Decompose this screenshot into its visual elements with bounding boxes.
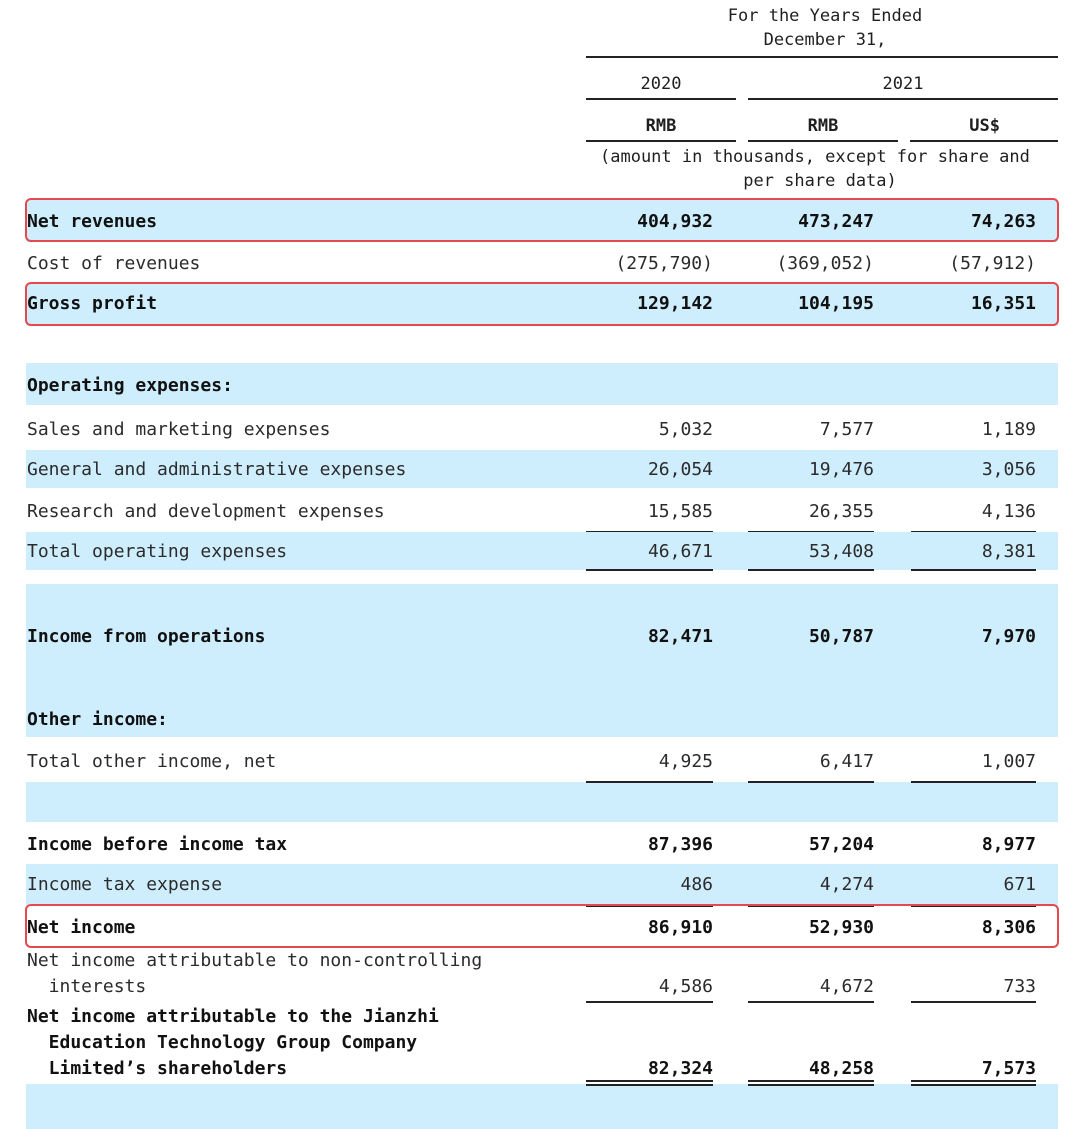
row-label: Sales and marketing expenses [27,419,331,440]
total-double-underline [911,1080,1036,1086]
row-label: Net income [27,917,136,938]
value-2021-usd: 16,351 [970,293,1036,314]
row-income-tax-expense [26,864,1058,906]
subtotal-underline [911,781,1036,783]
value-2021-rmb: 19,476 [808,459,874,480]
value-2021-usd: 7,573 [981,1058,1036,1079]
subtotal-underline [586,781,713,783]
value-2021-rmb: 53,408 [808,541,874,562]
value-2021-rmb: 104,195 [798,293,874,314]
row-other-income-heading [26,697,1058,737]
row-income-before-tax [26,822,1058,864]
subtotal-underline [748,1001,874,1003]
value-2021-rmb: 6,417 [819,751,874,772]
subtotal-underline [586,569,713,571]
value-2021-rmb: 48,258 [808,1058,874,1079]
subtotal-underline [748,781,874,783]
currency-rmb-2021: RMB [807,116,839,136]
shaded-band-4 [26,1084,1058,1129]
value-2021-usd: (57,912) [949,253,1036,274]
subtotal-underline [911,569,1036,571]
currency-usd-2021: US$ [969,116,1000,136]
value-2021-rmb: 52,930 [808,917,874,938]
value-2020-rmb: 87,396 [647,834,713,855]
row-net-income-nci [26,948,1058,1002]
row-general-admin [26,450,1058,488]
value-2021-usd: 8,306 [981,917,1036,938]
row-label: General and administrative expenses [27,459,407,480]
value-2021-usd: 1,007 [981,751,1036,772]
value-2021-rmb: 26,355 [808,501,874,522]
row-label: Total other income, net [27,751,277,772]
value-2021-usd: 1,189 [981,419,1036,440]
row-label: Income before income tax [27,834,288,855]
value-2020-rmb: 4,925 [658,751,713,772]
value-2021-rmb: 4,274 [819,874,874,895]
value-2020-rmb: 404,932 [637,211,713,232]
row-label: Income tax expense [27,874,223,895]
row-label: Income from operations [27,626,266,647]
gross-profit-highlight [25,282,1059,326]
value-2020-rmb: 26,054 [647,459,713,480]
value-2020-rmb: 129,142 [637,293,713,314]
value-2021-usd: 3,056 [981,459,1036,480]
total-double-underline [748,1080,874,1086]
row-operating-expenses-heading [26,363,1058,405]
value-2021-usd: 7,970 [981,626,1036,647]
value-2021-usd: 74,263 [970,211,1036,232]
value-2020-rmb: 15,585 [647,501,713,522]
shaded-band-1 [26,584,1058,614]
row-label: Net income attributable to non-controlling interests [27,950,483,997]
value-2021-rmb: 57,204 [808,834,874,855]
row-label: Other income: [27,709,168,730]
row-label: Cost of revenues [27,253,201,274]
shaded-band-2 [26,656,1058,697]
row-total-other-income [26,740,1058,782]
value-2020-rmb: (275,790) [615,253,713,274]
value-2021-usd: 4,136 [981,501,1036,522]
value-2021-rmb: 7,577 [819,419,874,440]
value-2020-rmb: 46,671 [647,541,713,562]
row-label: Research and development expenses [27,501,385,522]
value-2020-rmb: 82,471 [647,626,713,647]
row-cost-of-revenues [26,242,1058,284]
net-income-highlight [25,904,1059,948]
subtotal-underline [748,569,874,571]
year-2020-label: 2020 [640,74,682,94]
row-label: Net revenues [27,211,158,232]
value-2021-rmb: 50,787 [808,626,874,647]
value-2020-rmb: 5,032 [658,419,713,440]
row-label: Gross profit [27,293,158,314]
units-note: (amount in thousands, except for share and [600,147,1030,167]
value-2020-rmb: 82,324 [647,1058,713,1079]
row-total-operating-expenses [26,532,1058,570]
shaded-band-3 [26,782,1058,822]
value-2020-rmb: 486 [680,874,713,895]
value-2020-rmb: 4,586 [658,976,713,997]
value-2021-usd: 8,977 [981,834,1036,855]
row-label: Total operating expenses [27,541,288,562]
period-heading: For the Years Ended [727,6,923,26]
year-2021-label: 2021 [882,74,924,94]
subtotal-underline [911,1001,1036,1003]
value-2021-usd: 671 [1003,874,1036,895]
row-label: Net income attributable to the Jianzhi Education Technology Group Company Limited’s shareholders [27,1006,439,1079]
total-double-underline [586,1080,713,1086]
subtotal-underline [586,1001,713,1003]
row-sales-marketing [26,408,1058,450]
value-2021-usd: 8,381 [981,541,1036,562]
value-2020-rmb: 86,910 [647,917,713,938]
period-heading-date: December 31, [763,30,887,50]
value-2021-rmb: (369,052) [776,253,874,274]
currency-rmb-2020: RMB [645,116,677,136]
net-revenues-highlight [25,198,1059,242]
value-2021-usd: 733 [1003,976,1036,997]
value-2021-rmb: 473,247 [798,211,874,232]
value-2021-rmb: 4,672 [819,976,874,997]
row-label: Operating expenses: [27,375,233,396]
row-income-from-operations [26,614,1058,656]
units-note-cont: per share data) [743,171,897,191]
row-research-development [26,490,1058,532]
row-net-income-shareholders [26,1004,1058,1084]
